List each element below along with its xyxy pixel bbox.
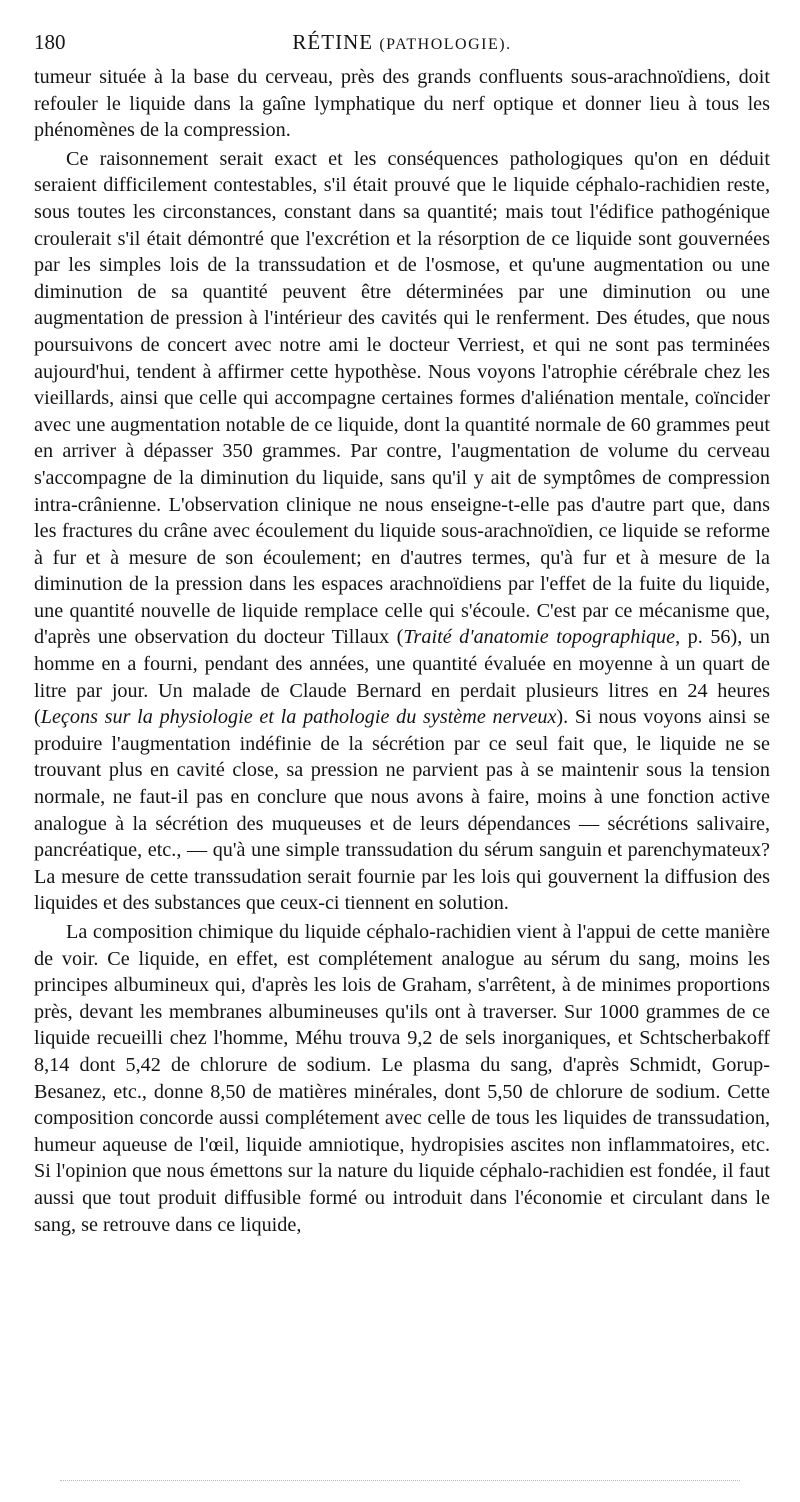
paragraph — [34, 146, 770, 917]
running-title-sub: (PATHOLOGIE). — [379, 36, 512, 53]
page-number: 180 — [34, 30, 66, 54]
paragraph — [34, 919, 770, 1238]
paragraph-text: tumeur située à la base du cerveau, près des grands confluents sous-arachnoïdiens, doit refouler le liquide dans la gaîne lymphatique du nerf optique et donner lieu à tous les phénomènes de la compression. — [34, 66, 770, 142]
citation-title: Leçons sur la physiologie et la pathologie du système nerveux — [40, 706, 557, 729]
running-head — [34, 26, 770, 54]
footer-rule — [60, 1480, 740, 1481]
running-title — [34, 30, 770, 55]
paragraph-text: ). Si nous voyons ainsi se produire l'augmentation indéfinie de la sécrétion par ce seul fait que, le liquide ne se trouvant plus en cavité close, sa pression ne parvient pas à se maintenir sous la tension normale, ne faut-il pas en conclure que nous avons à faire, moins à une fonction active analogue à la sécrétion des muqueuses et de leurs dépendances — sécrétions salivaire, pancréatique, etc., — qu'à une simple transsudation du sérum sanguin et parenchymateux? La mesure de cette transsudation serait fournie par les lois qui gouvernent la diffusion des liquides et des substances que ceux-ci tiennent en solution. — [34, 706, 771, 915]
citation-title: Traité d'anatomie topographique — [403, 626, 676, 649]
body-text — [34, 64, 770, 1238]
running-title-main: RÉTINE — [292, 30, 374, 54]
paragraph-text: La composition chimique du liquide céphalo-rachidien vient à l'appui de cette manière de voir. Ce liquide, en effet, est complétement analogue au sérum du sang, moins les principes albumineux qui, d'après les lois de Graham, s'arrêtent, à de minimes proportions près, devant les membranes albumineuses qu'ils ont à traverser. Sur 1000 grammes de ce liquide recueilli chez l'homme, Méhu trouva 9,2 de sels inorganiques, et Schtscherbakoff 8,14 dont 5,42 de chlorure de sodium. Le plasma du sang, d'après Schmidt, Gorup-Besanez, etc., donne 8,50 de matières minérales, dont 5,50 de chlorure de sodium. Cette composition concorde aussi complétement avec celle de tous les liquides de transsudation, humeur aqueuse de l'œil, liquide amniotique, hydropisies ascites non inflammatoires, etc. Si l'opinion que nous émettons sur la nature du liquide céphalo-rachidien est fondée, il faut aussi que tout produit diffusible formé ou introduit dans l'économie et circulant dans le sang, se retrouve dans ce liquide, — [34, 921, 770, 1236]
paragraph — [34, 64, 770, 144]
paragraph-text: Ce raisonnement serait exact et les conséquences pathologiques qu'on en déduit seraient difficilement contestables, s'il était prouvé que le liquide céphalo-rachidien reste, sous toutes les circonstances, constant dans sa quantité; mais tout l'édifice pathogénique croulerait s'il était démontré que l'excrétion et la résorption de ce liquide sont gouvernées par les simples lois de la transsudation et de l'osmose, et qu'une augmentation ou une diminution de sa quantité peuvent être déterminées par une diminution ou une augmentation de pression à l'intérieur des cavités qui le renferment. Des études, que nous poursuivons de concert avec notre ami le docteur Verriest, et qui ne sont pas terminées aujourd'hui, tendent à affirmer cette hypothèse. Nous voyons l'atrophie cérébrale chez les vieillards, ainsi que celle qui accompagne certaines formes d'aliénation mentale, coïncider avec une augmentation notable de ce liquide, dont la quantité normale de 60 grammes peut en arriver à dépasser 350 grammes. Par contre, l'augmentation de volume du cerveau s'accompagne de la diminution du liquide, sans qu'il y ait de symptômes de compression intra-crânienne. L'observation clinique ne nous enseigne-t-elle pas d'autre part que, dans les fractures du crâne avec écoulement du liquide sous-arachnoïdien, ce liquide se reforme à fur et à mesure de son écoulement; en d'autres termes, qu'à fur et à mesure de la diminution de la pression dans les espaces arachnoïdiens par l'effet de la fuite du liquide, une quantité nouvelle de liquide remplace celle qui s'écoule. C'est par ce mécanisme que, d'après une observation du docteur Tillaux ( — [34, 147, 770, 649]
paragraph-text: , p. 56), un homme en a fourni, pendant des années, une quantité évaluée en moyenne à un quart de litre par jour. Un malade de Claude Bernard en perdait plusieurs litres en 24 heures ( — [34, 626, 770, 729]
